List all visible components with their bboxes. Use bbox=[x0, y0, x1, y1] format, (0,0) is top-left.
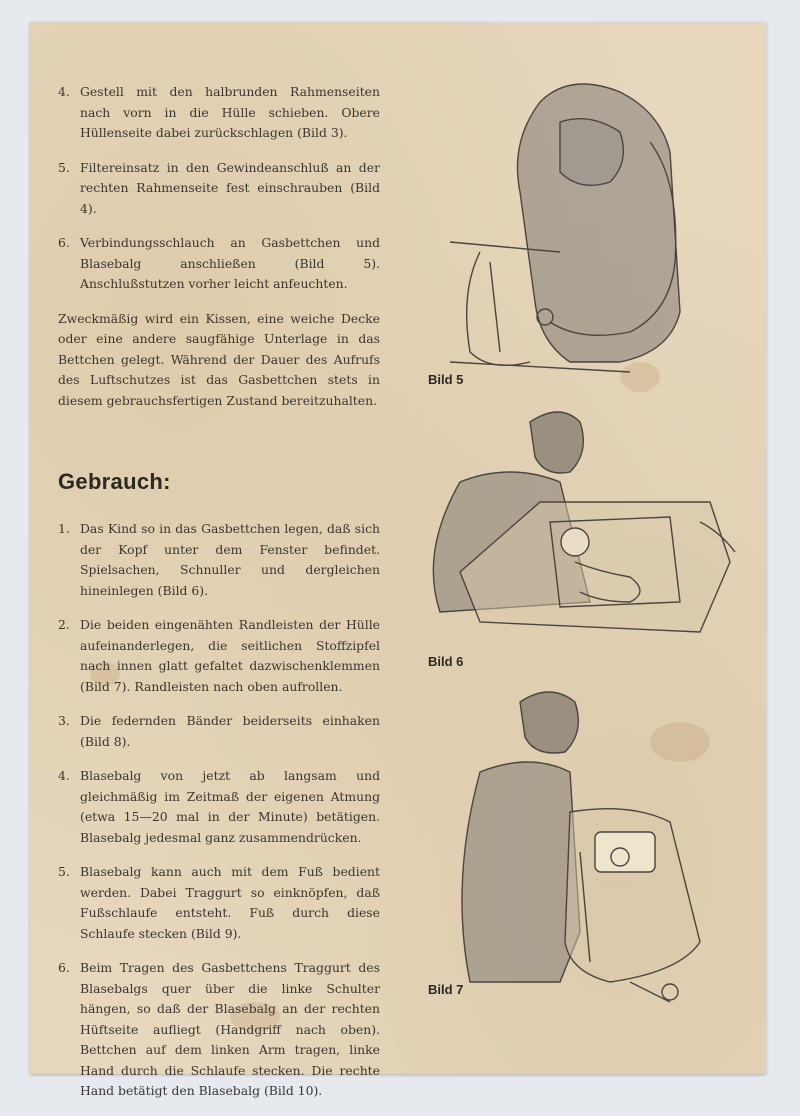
step-text: Das Kind so in das Gasbettchen legen, daß sich der Kopf unter dem Fenster befindet. Spielsachen, Schnuller und dergleichen hineinlegen (Bild 6). bbox=[80, 521, 380, 598]
usage-step bbox=[58, 519, 380, 601]
usage-step bbox=[58, 958, 380, 1102]
step-number: 6. bbox=[58, 960, 70, 975]
section-heading: Gebrauch: bbox=[58, 469, 171, 494]
step-text: Filtereinsatz in den Gewindeanschluß an der rechten Rahmenseite fest einschrauben (Bild 4). bbox=[80, 159, 380, 216]
illustration-bild-6 bbox=[400, 402, 740, 642]
caption-bild-5: Bild 5 bbox=[428, 372, 464, 387]
step-text: Blasebalg von jetzt ab langsam und gleichmäßig im Zeitmaß der eigenen Atmung (etwa 15—20 mal in der Minute) betätigen. Blasebalg jedesmal ganz zusammendrücken. bbox=[80, 768, 380, 845]
setup-step bbox=[58, 233, 380, 295]
caption-bild-7: Bild 7 bbox=[428, 982, 464, 997]
usage-step bbox=[58, 711, 380, 752]
illustration-bild-7 bbox=[430, 682, 730, 1022]
step-number: 4. bbox=[58, 768, 70, 783]
illustration-bild-5 bbox=[430, 62, 730, 382]
text-column bbox=[58, 82, 380, 1116]
step-text: Die beiden eingenähten Randleisten der Hülle aufeinanderlegen, die seitlichen Stoffzipfel nach innen glatt gefaltet dazwischenklemmen (Bild 7). Randleisten nach oben aufrollen. bbox=[80, 617, 380, 694]
setup-step bbox=[58, 158, 380, 220]
step-text: Die federnden Bänder beiderseits einhaken (Bild 8). bbox=[80, 713, 380, 749]
step-text: Verbindungsschlauch an Gasbettchen und Blasebalg anschließen (Bild 5). Anschlußstutzen vorher leicht anfeuchten. bbox=[80, 235, 380, 291]
usage-step bbox=[58, 862, 380, 944]
usage-step bbox=[58, 615, 380, 697]
step-number: 5. bbox=[58, 864, 70, 879]
intro-paragraph: Zweckmäßig wird ein Kissen, eine weiche Decke oder eine andere saugfähige Unterlage in das Bettchen gelegt. Während der Dauer des Aufrufs des Luftschutzes ist das Gasbettchen stets in diesem gebrauchsfertigen Zustand bereitzuhalten. bbox=[58, 310, 380, 408]
step-number: 3. bbox=[58, 713, 70, 728]
step-number: 1. bbox=[58, 521, 70, 536]
step-number: 4. bbox=[58, 84, 70, 99]
step-text: Beim Tragen des Gasbettchens Traggurt des Blasebalgs quer über die linke Schulter hängen, so daß der Blasebalg an der rechten Hüftseite aufliegt (Handgriff nach oben). Bettchen auf dem linken Arm tragen, linke Hand durch die Schlaufe stecken. Die rechte Hand betätigt den Blasebalg (Bild 10). bbox=[80, 960, 380, 1098]
document-page bbox=[30, 22, 766, 1098]
setup-step bbox=[58, 82, 380, 144]
step-text: Gestell mit den halbrunden Rahmenseiten nach vorn in die Hülle schieben. Obere Hüllenseite dabei zurückschlagen (Bild 3). bbox=[80, 84, 380, 140]
usage-step bbox=[58, 766, 380, 848]
step-number: 2. bbox=[58, 617, 70, 632]
step-number: 5. bbox=[58, 159, 70, 175]
step-text: Blasebalg kann auch mit dem Fuß bedient werden. Dabei Traggurt so einknöpfen, daß Fußschlaufe entsteht. Fuß durch diese Schlaufe stecken (Bild 9). bbox=[80, 864, 380, 941]
step-number: 6. bbox=[58, 235, 70, 250]
caption-bild-6: Bild 6 bbox=[428, 654, 464, 669]
